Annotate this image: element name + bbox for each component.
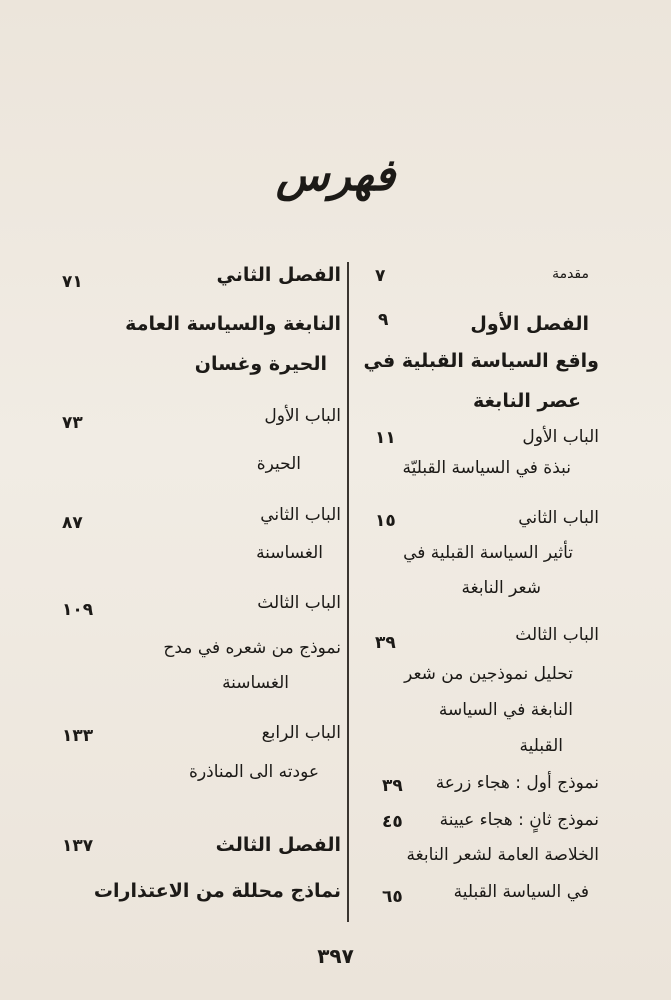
toc-section-1-2-title-line1: تأثير السياسة القبلية في <box>403 543 573 563</box>
toc-section-2-1: الباب الأول <box>264 406 341 426</box>
toc-chapter-one-title-line1: واقع السياسة القبلية في <box>363 350 599 372</box>
toc-section-1-1: الباب الأول <box>522 427 599 447</box>
toc-chapter-two-title-line1: النابغة والسياسة العامة <box>125 313 341 335</box>
toc-entry-introduction: مقدمة <box>552 266 589 282</box>
toc-page-section-2-1: ٧٣ <box>62 413 83 433</box>
column-divider <box>347 262 349 922</box>
toc-summary-line1: الخلاصة العامة لشعر النابغة <box>406 845 599 865</box>
toc-summary-line2: في السياسة القبلية <box>453 882 589 902</box>
toc-section-2-4-title: عودته الى المناذرة <box>189 762 319 782</box>
page-number: ٣٩٧ <box>317 944 354 968</box>
toc-chapter-two-title-line2: الحيرة وغسان <box>194 353 327 375</box>
toc-chapter-three-title: نماذج محللة من الاعتذارات <box>93 880 341 902</box>
toc-page-chapter-three: ١٣٧ <box>62 836 94 856</box>
toc-chapter-one: الفصل الأول <box>470 313 589 335</box>
toc-page-example-one: ٣٩ <box>382 776 403 796</box>
toc-section-2-1-title: الحيرة <box>256 454 301 474</box>
toc-section-2-3: الباب الثالث <box>257 593 341 613</box>
toc-page-chapter-two: ٧١ <box>62 272 83 292</box>
toc-section-2-3-title-line2: الغساسنة <box>222 673 289 693</box>
toc-page-section-2-3: ١٠٩ <box>62 600 94 620</box>
toc-page-introduction: ٧ <box>375 266 386 286</box>
toc-section-1-3: الباب الثالث <box>515 625 599 645</box>
toc-section-1-3-title-line1: تحليل نموذجين من شعر <box>404 664 573 684</box>
toc-section-1-3-title-line3: القبلية <box>519 736 563 756</box>
toc-section-1-3-title-line2: النابغة في السياسة <box>438 700 573 720</box>
toc-page-section-1-2: ١٥ <box>375 511 396 531</box>
toc-page-chapter-one: ٩ <box>378 310 389 330</box>
toc-section-1-2-title-line2: شعر النابغة <box>461 578 541 598</box>
page-title: فهرس <box>275 150 396 201</box>
toc-example-two: نموذج ثانٍ : هجاء عيينة <box>439 810 599 830</box>
toc-section-2-2: الباب الثاني <box>260 505 341 525</box>
toc-page-section-1-1: ١١ <box>375 428 396 448</box>
toc-section-2-3-title-line1: نموذج من شعره في مدح <box>163 638 341 658</box>
toc-page-summary: ٦٥ <box>382 887 403 907</box>
toc-chapter-two: الفصل الثاني <box>216 264 341 286</box>
toc-example-one: نموذج أول : هجاء زرعة <box>435 773 599 793</box>
toc-page-section-2-2: ٨٧ <box>62 513 83 533</box>
toc-page-section-1-3: ٣٩ <box>375 633 396 653</box>
toc-chapter-one-title-line2: عصر النابغة <box>472 390 581 412</box>
toc-section-1-1-title: نبذة في السياسة القبليّة <box>402 458 571 478</box>
toc-section-2-2-title: الغساسنة <box>256 543 323 563</box>
toc-section-1-2: الباب الثاني <box>518 508 599 528</box>
toc-chapter-three: الفصل الثالث <box>215 834 341 856</box>
toc-section-2-4: الباب الرابع <box>261 723 341 743</box>
toc-page-example-two: ٤٥ <box>382 812 403 832</box>
toc-page-section-2-4: ١٣٣ <box>62 726 94 746</box>
